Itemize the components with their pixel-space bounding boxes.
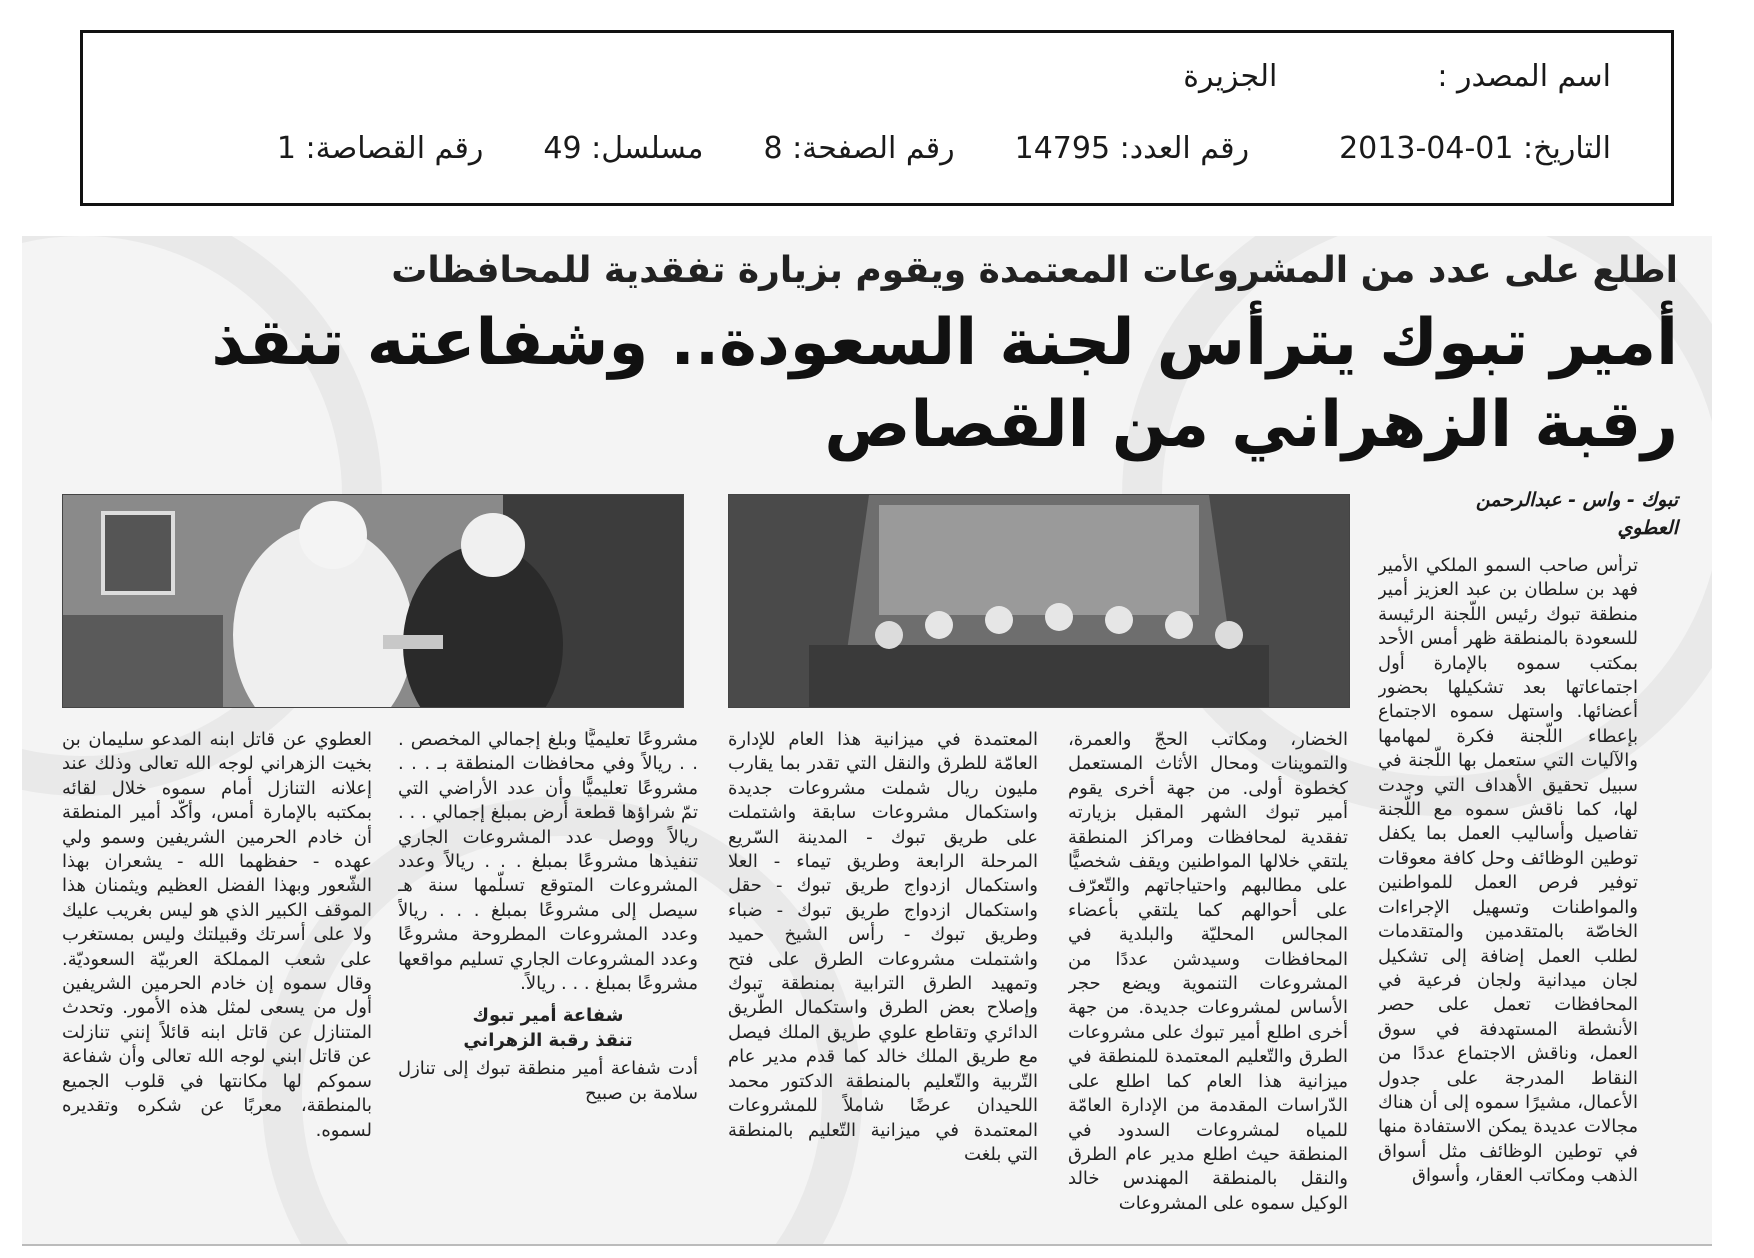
article-byline: تبوك - واس - عبدالرحمن العطوي xyxy=(1475,489,1678,539)
clip-field: رقم القصاصة: 1 xyxy=(276,131,484,166)
article-column-1: ترأس صاحب السمو الملكي الأمير فهد بن سلطان بن عبد العزيز أمير منطقة تبوك رئيس اللّجنة الرئيسة للسعودة بالمنطقة ظهر أمس الأحد بمكتب سموه بالإمارة أول اجتماعاتها بعد تشكيلها بحضور أعضائها. واستهل سموه الاجتماع بإعطاء اللّجنة فكرة لمهامها والآليات التي ستعمل بها اللّجنة في سبيل تحقيق الأهداف التي وجدت لها، كما ناقش سموه مع اللّجنة تفاصيل وأساليب العمل بما يكفل توطين الوظائف وحل كافة معوقات توفير فرص العمل للمواطنين والمواطنات وتسهيل الإجراءات الخاصّة بالمتقدمين والمتقدمات لطلب العمل إضافة إلى تشكيل لجان ميدانية ولجان فرعية في المحافظات تعمل على حصر الأنشطة المستهدفة في سوق العمل، وناقش الاجتماع عددًا من النقاط المدرجة على جدول الأعمال، مشيرًا سموه إلى أن هناك مجالات عديدة يمكن الاستفادة منها في توطين الوظائف مثل أسواق الذهب ومكاتب العقار، وأسواق xyxy=(1378,555,1638,1187)
article-column-4-tail: أدت شفاعة أمير منطقة تبوك إلى تنازل سلامة بن صبيح xyxy=(398,1058,698,1104)
article-subhead xyxy=(398,1004,698,1053)
source-info-box xyxy=(80,30,1674,206)
article-column-3: المعتمدة في ميزانية هذا العام للإدارة العامّة للطرق والنقل التي تقدر بما يقارب مليون ريال شملت مشروعات جديدة واستكمال مشروعات سابقة واشتملت على طريق تبوك - المدينة السّريع المرحلة الرابعة وطريق تيماء - العلا واستكمال ازدواج طريق تبوك - حقل واستكمال ازدواج طريق تبوك - ضباء وطريق تبوك - رأس الشيخ حميد واشتملت مشروعات الطرق على فتح وتمهيد الطرق الترابية بمنطقة تبوك وإصلاح بعض الطرق واستكمال الطّريق الدائري وتقاطع علوي طريق الملك فيصل مع طريق الملك خالد كما قدم مدير عام التّربية والتّعليم بالمنطقة الدكتور محمد اللحيدان عرضًا شاملاً للمشروعات المعتمدة في ميزانية التّعليم بالمنطقة التي بلغت xyxy=(728,729,1038,1165)
article-column-4 xyxy=(398,728,698,1234)
page-field: رقم الصفحة: 8 xyxy=(763,131,955,166)
article-kicker: اطلع على عدد من المشروعات المعتمدة ويقوم بزيارة تفقدية للمحافظات xyxy=(391,250,1678,291)
article-headline: أمير تبوك يترأس لجنة السعودة.. وشفاعته تنقذ رقبة الزهراني من القصاص xyxy=(211,306,1678,462)
article-column-4-text: مشروعًا تعليميًّا وبلغ إجمالي المخصص . . . ريالاً وفي محافظات المنطقة بـ . . . مشروعًا تعليميًّا وأن عدد الأراضي التي تمّ شراؤها قطعة أرض بمبلغ إجمالي . . . ريالاً ووصل عدد المشروعات الجاري تنفيذها مشروعًا بمبلغ . . . ريالاً وعدد المشروعات المتوقع تسلّمها سنة هـ سيصل إلى مشروعًا بمبلغ . . . ريالاً وعدد المشروعات المطروحة مشروعًا وعدد المشروعات الجاري تسليم مواقعها مشروعًا بمبلغ . . . ريالاً. xyxy=(398,729,698,995)
newspaper-clipping xyxy=(22,236,1712,1246)
source-label: اسم المصدر : xyxy=(1437,59,1611,94)
meeting-photo xyxy=(728,494,1350,708)
source-name: الجزيرة xyxy=(1183,59,1278,94)
subhead-line-1: شفاعة أمير تبوك xyxy=(472,1005,624,1027)
subhead-line-2: تنقذ رقبة الزهراني xyxy=(463,1029,633,1051)
metadata-row xyxy=(277,131,1611,166)
source-row xyxy=(1183,59,1611,94)
handshake-photo xyxy=(62,494,684,708)
date-field: التاريخ: 01-04-2013 xyxy=(1339,131,1611,166)
issue-field: رقم العدد: 14795 xyxy=(1014,131,1250,166)
article-column-5: العطوي عن قاتل ابنه المدعو سليمان بن بخيت الزهراني لوجه الله تعالى وذلك عند إعلانه التنازل أمام سموه خلال لقائه بمكتبه بالإمارة أمس، وأكّد أمير المنطقة أن خادم الحرمين الشريفين وسمو ولي عهده - حفظهما الله - يشعران بهذا الشّعور وبهذا الفضل العظيم ويثمنان هذا الموقف الكبير الذي هو ليس بغريب عليك ولا على أسرتك وقبيلتك وليس بمستغرب على شعب المملكة العربيّة السعوديّة. وقال سموه إن خادم الحرمين الشريفين أول من يسعى لمثل هذه الأمور. وتحدث المتنازل عن قاتل ابنه قائلاً إنني تنازلت عن قاتل ابني لوجه الله تعالى وأن شفاعة سموكم لها مكانتها في قلوب الجميع بالمنطقة، معربًا عن شكره وتقديره لسموه. xyxy=(62,729,372,1141)
serial-field: مسلسل: 49 xyxy=(543,131,704,166)
article-column-2: الخضار، ومكاتب الحجّ والعمرة، والتموينات ومحال الأثاث المستعمل كخطوة أولى. من جهة أخرى يقوم أمير تبوك الشهر المقبل بزيارته تفقدية لمحافظات ومراكز المنطقة يلتقي خلالها المواطنين ويقف شخصيًّا على مطالبهم واحتياجاتهم والتّعرّف على أحوالهم كما يلتقي بأعضاء المجالس المحليّة والبلدية في المحافظات وسيدشن عددًا من المشروعات التنموية ويضع حجر الأساس لمشروعات جديدة. من جهة أخرى اطلع أمير تبوك على مشروعات الطرق والتّعليم المعتمدة للمنطقة في ميزانية هذا العام كما اطلع على الدّراسات المقدمة من الإدارة العامّة للمياه لمشروعات السدود في المنطقة حيث اطلع مدير عام الطرق والنقل بالمنطقة المهندس خالد الوكيل سموه على المشروعات xyxy=(1068,729,1348,1214)
